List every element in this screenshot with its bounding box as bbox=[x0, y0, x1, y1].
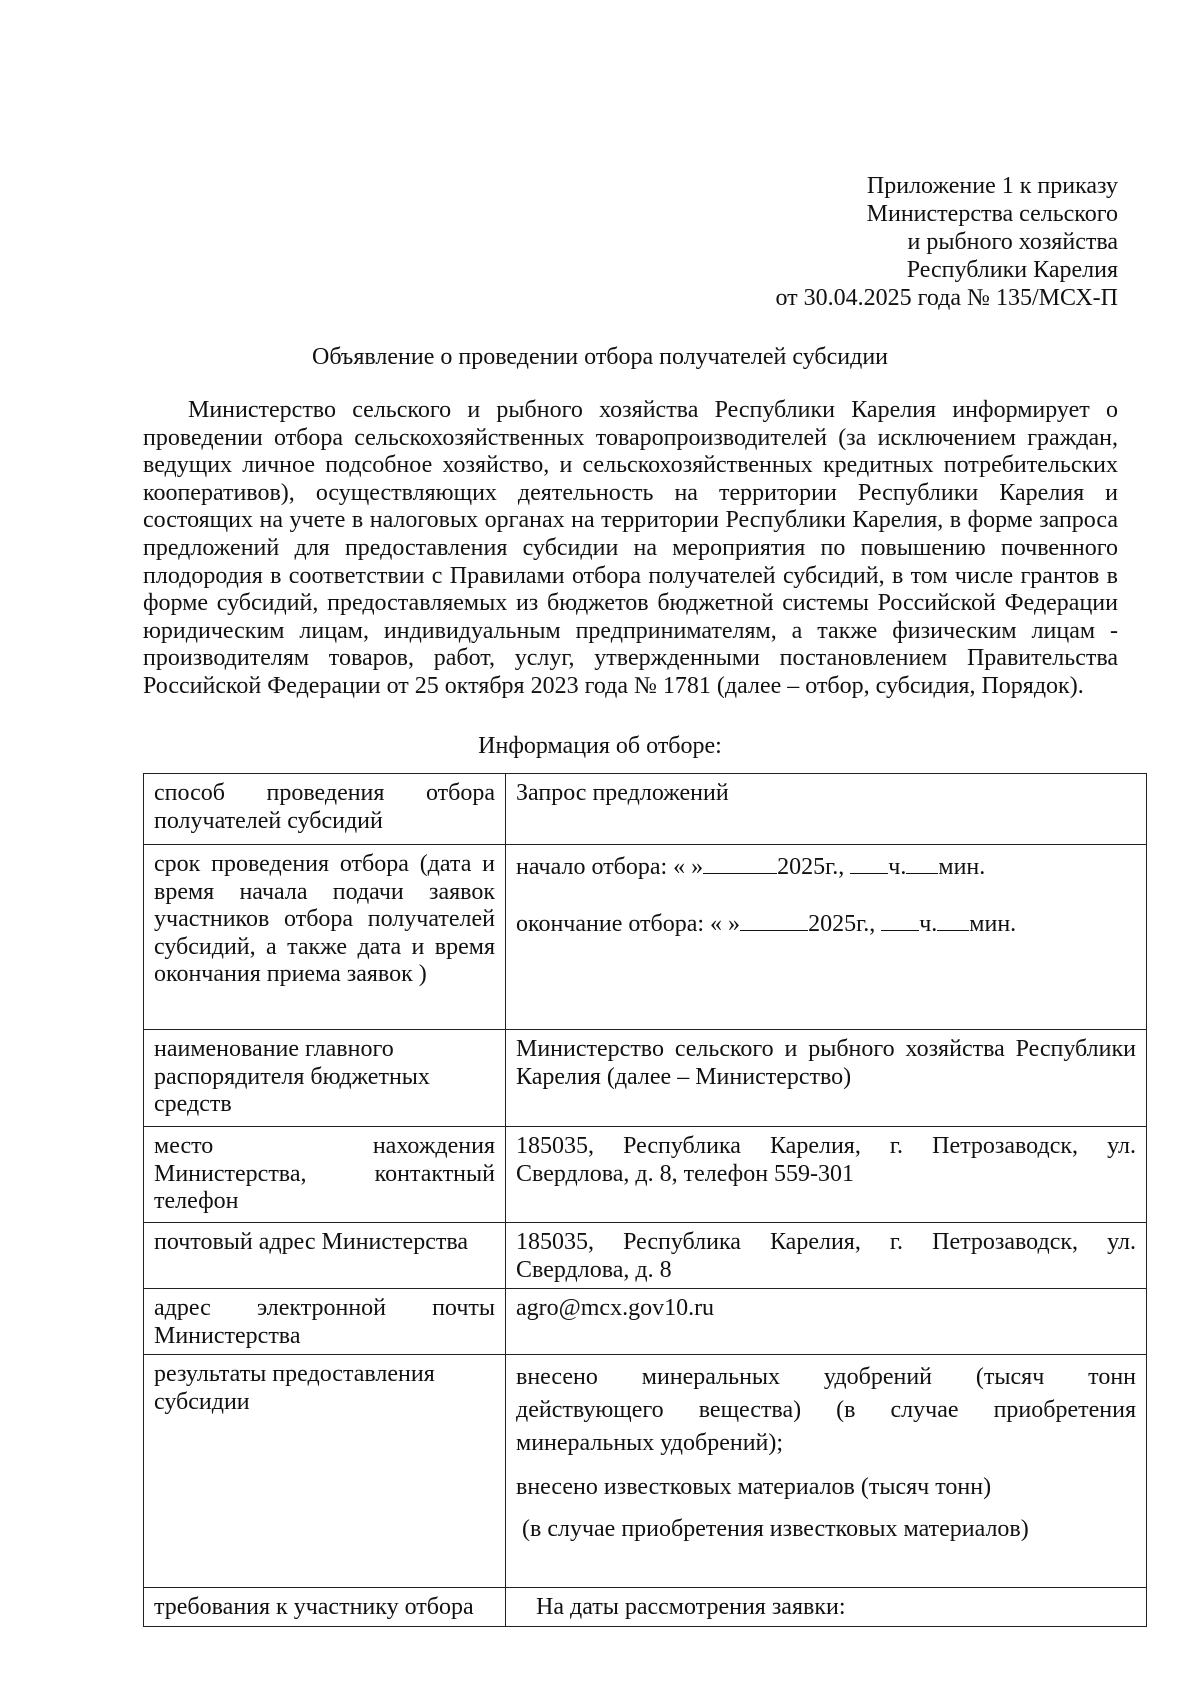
postal-label: почтовый адрес Министерства bbox=[144, 1223, 506, 1289]
table-row bbox=[144, 845, 1147, 1030]
distributor-label: наименование главного распорядителя бюджетных средств bbox=[144, 1030, 506, 1127]
period-end: окончание отбора: « » 2025г., ч. мин. bbox=[516, 908, 1136, 939]
info-heading: Информация об отборе: bbox=[478, 733, 722, 759]
table-row bbox=[144, 1355, 1147, 1588]
results-item: (в случае приобретения известковых материалов) bbox=[522, 1515, 1029, 1542]
period-start: начало отбора: « » 2025г., ч. мин. bbox=[516, 851, 1136, 882]
requirements-label: требования к участнику отбора bbox=[144, 1588, 506, 1627]
appendix-line: от 30.04.2025 года № 135/МСХ-П bbox=[775, 285, 1118, 311]
requirements-value: На даты рассмотрения заявки: bbox=[506, 1588, 1147, 1627]
table-row bbox=[144, 774, 1147, 845]
appendix-line: Республики Карелия bbox=[906, 257, 1118, 283]
appendix-line: Министерства сельского bbox=[866, 201, 1118, 227]
location-label: место нахождения Министерства, контактный телефон bbox=[144, 1127, 506, 1223]
results-value bbox=[506, 1355, 1147, 1588]
method-value: Запрос предложений bbox=[506, 774, 1147, 845]
period-label: срок проведения отбора (дата и время начала подачи заявок участников отбора получателей субсидий, а также дата и время окончания приема заявок ) bbox=[144, 845, 506, 1030]
appendix-line: Приложение 1 к приказу bbox=[866, 173, 1118, 199]
document-title: Объявление о проведении отбора получателей субсидии bbox=[311, 344, 889, 370]
appendix-line: и рыбного хозяйства bbox=[907, 229, 1118, 255]
postal-value: 185035, Республика Карелия, г. Петрозаводск, ул. Свердлова, д. 8 bbox=[506, 1223, 1147, 1289]
results-label: результаты предоставления субсидии bbox=[144, 1355, 506, 1588]
email-value: agro@mcx.gov10.ru bbox=[506, 1289, 1147, 1355]
table-row bbox=[144, 1289, 1147, 1355]
results-item: внесено минеральных удобрений (тысяч тонн действующего вещества) (в случае приобретения минеральных удобрений); bbox=[516, 1364, 1136, 1457]
email-label: адрес электронной почты Министерства bbox=[144, 1289, 506, 1355]
table-row bbox=[144, 1127, 1147, 1223]
table-row bbox=[144, 1030, 1147, 1127]
intro-paragraph: Министерство сельского и рыбного хозяйства Республики Карелия информирует о проведении отбора сельскохозяйственных товаропроизводителей (за исключением граждан, ведущих личное подсобное хозяйство, и сельскохозяйственных кредитных потребительских кооперативов), осуществляющих деятельность на территории Республики Карелия и состоящих на учете в налоговых органах на территории Республики Карелия, в форме запроса предложений для предоставления субсидии на мероприятия по повышению почвенного плодородия в соответствии с Правилами отбора получателей субсидий, в том числе грантов в форме субсидий, предоставляемых из бюджетов бюджетной системы Российской Федерации юридическим лицам, индивидуальным предпринимателям, а также физическим лицам - производителям товаров, работ, услуг, утвержденными постановлением Правительства Российской Федерации от 25 октября 2023 года № 1781 (далее – отбор, субсидия, Порядок). bbox=[143, 397, 1118, 699]
period-value bbox=[506, 845, 1147, 1030]
distributor-value: Министерство сельского и рыбного хозяйства Республики Карелия (далее – Министерство) bbox=[506, 1030, 1147, 1127]
info-table bbox=[143, 773, 1147, 1627]
table-row bbox=[144, 1223, 1147, 1289]
method-label: способ проведения отбора получателей субсидий bbox=[144, 774, 506, 845]
results-item: внесено известковых материалов (тысяч тонн) bbox=[516, 1474, 992, 1501]
location-value: 185035, Республика Карелия, г. Петрозаводск, ул. Свердлова, д. 8, телефон 559-301 bbox=[506, 1127, 1147, 1223]
table-row bbox=[144, 1588, 1147, 1627]
appendix-header bbox=[775, 172, 1118, 312]
